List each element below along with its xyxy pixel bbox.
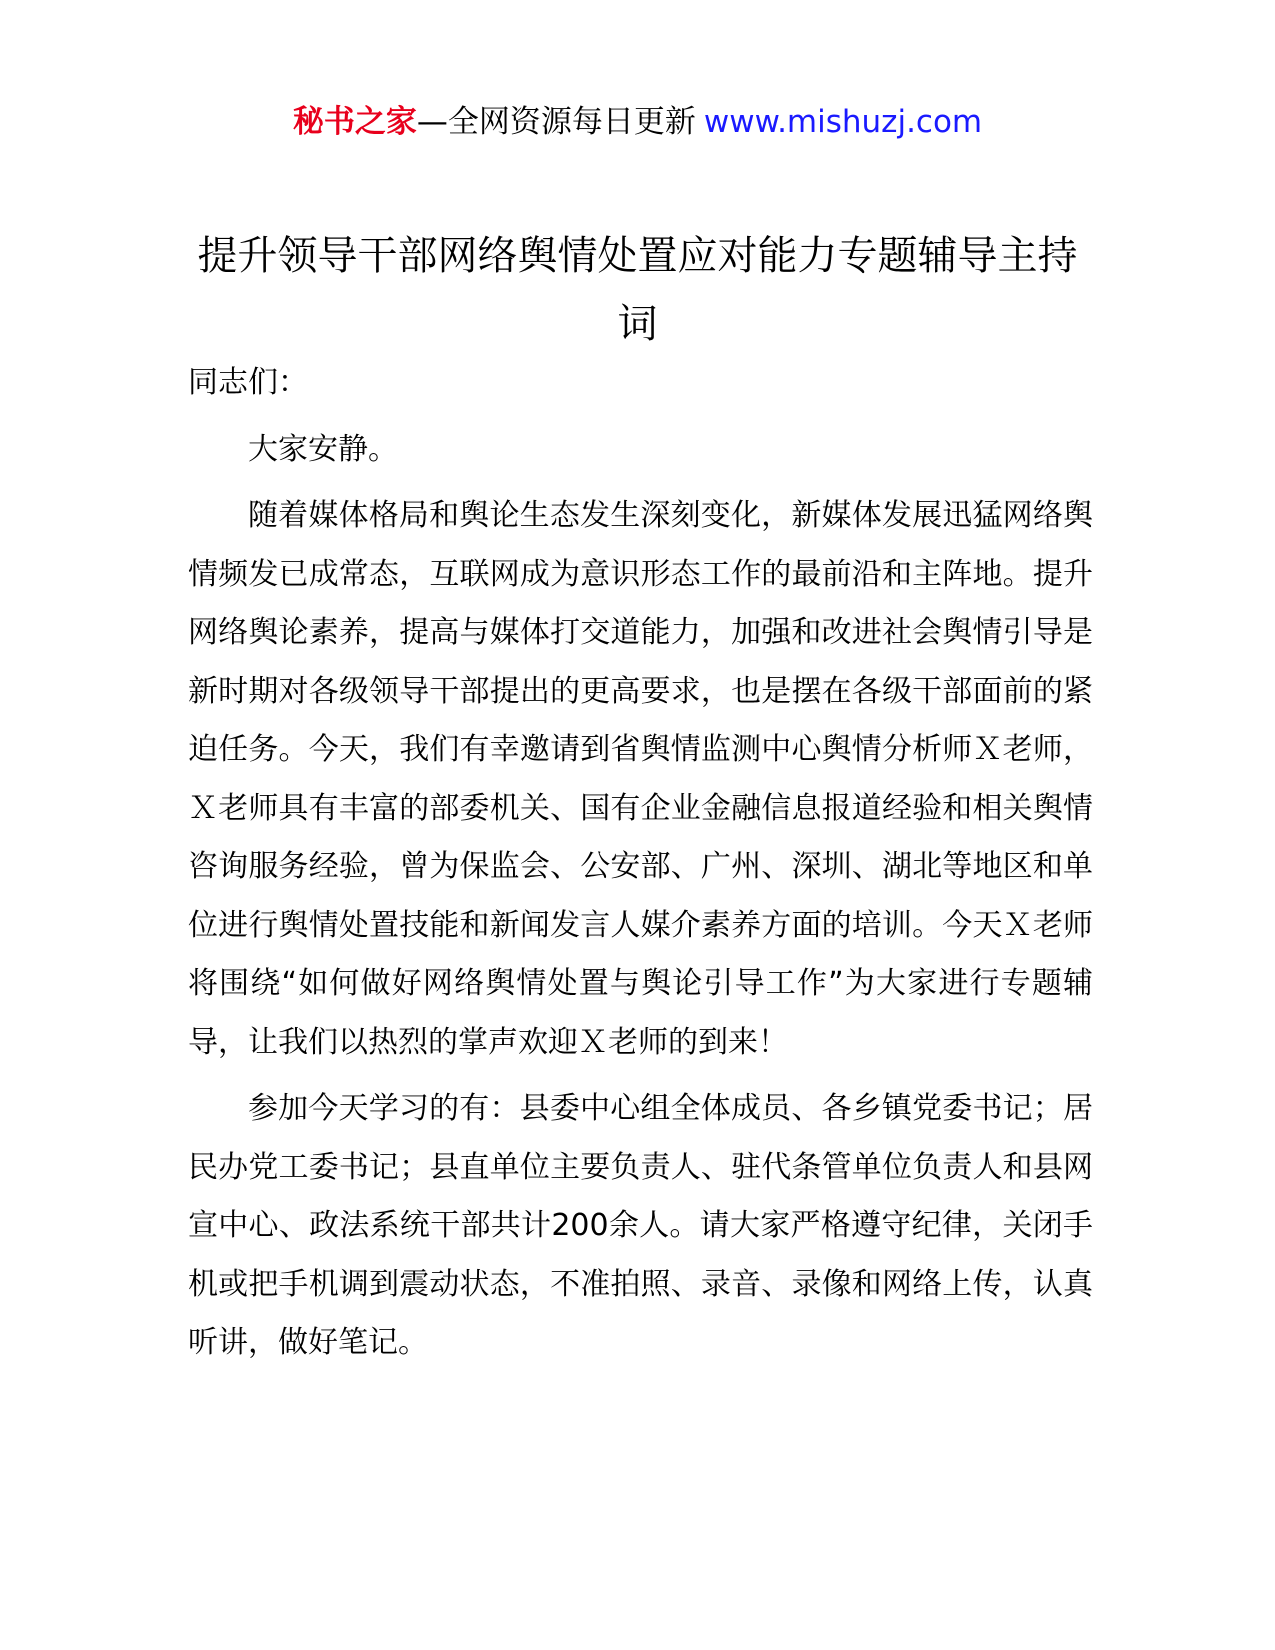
paragraph: 参加今天学习的有：县委中心组全体成员、各乡镇党委书记；居民办党工委书记；县直单位主要负责人、驻代条管单位负责人和县网宣中心、政法系统干部共计200余人。请大家严格遵守纪律，关闭手机或把手机调到震动状态，不准拍照、录音、录像和网络上传，认真听讲，做好笔记。 <box>188 1091 1093 1360</box>
site-header <box>0 100 1275 144</box>
document-title: 提升领导干部网络舆情处置应对能力专题辅导主持词 <box>197 233 1078 347</box>
paragraph: 随着媒体格局和舆论生态发生深刻变化，新媒体发展迅猛网络舆情频发已成常态，互联网成为意识形态工作的最前沿和主阵地。提升网络舆论素养，提高与媒体打交道能力，加强和改进社会舆情引导是新时期对各级领导干部提出的更高要求，也是摆在各级干部面前的紧迫任务。今天，我们有幸邀请到省舆情监测中心舆情分析师Ｘ老师，Ｘ老师具有丰富的部委机关、国有企业金融信息报道经验和相关舆情咨询服务经验，曾为保监会、公安部、广州、深圳、湖北等地区和单位进行舆情处置技能和新闻发言人媒介素养方面的培训。今天Ｘ老师将围绕“如何做好网络舆情处置与舆论引导工作”为大家进行专题辅导，让我们以热烈的掌声欢迎Ｘ老师的到来！ <box>188 498 1093 1060</box>
paragraph: 大家安静。 <box>248 431 398 467</box>
site-name: 秘书之家 <box>292 104 417 140</box>
site-tagline: —全网资源每日更新 <box>416 104 696 140</box>
site-url-link[interactable]: www.mishuzj.com <box>703 104 983 140</box>
salutation: 同志们： <box>188 365 308 400</box>
document-body <box>188 354 1093 1381</box>
